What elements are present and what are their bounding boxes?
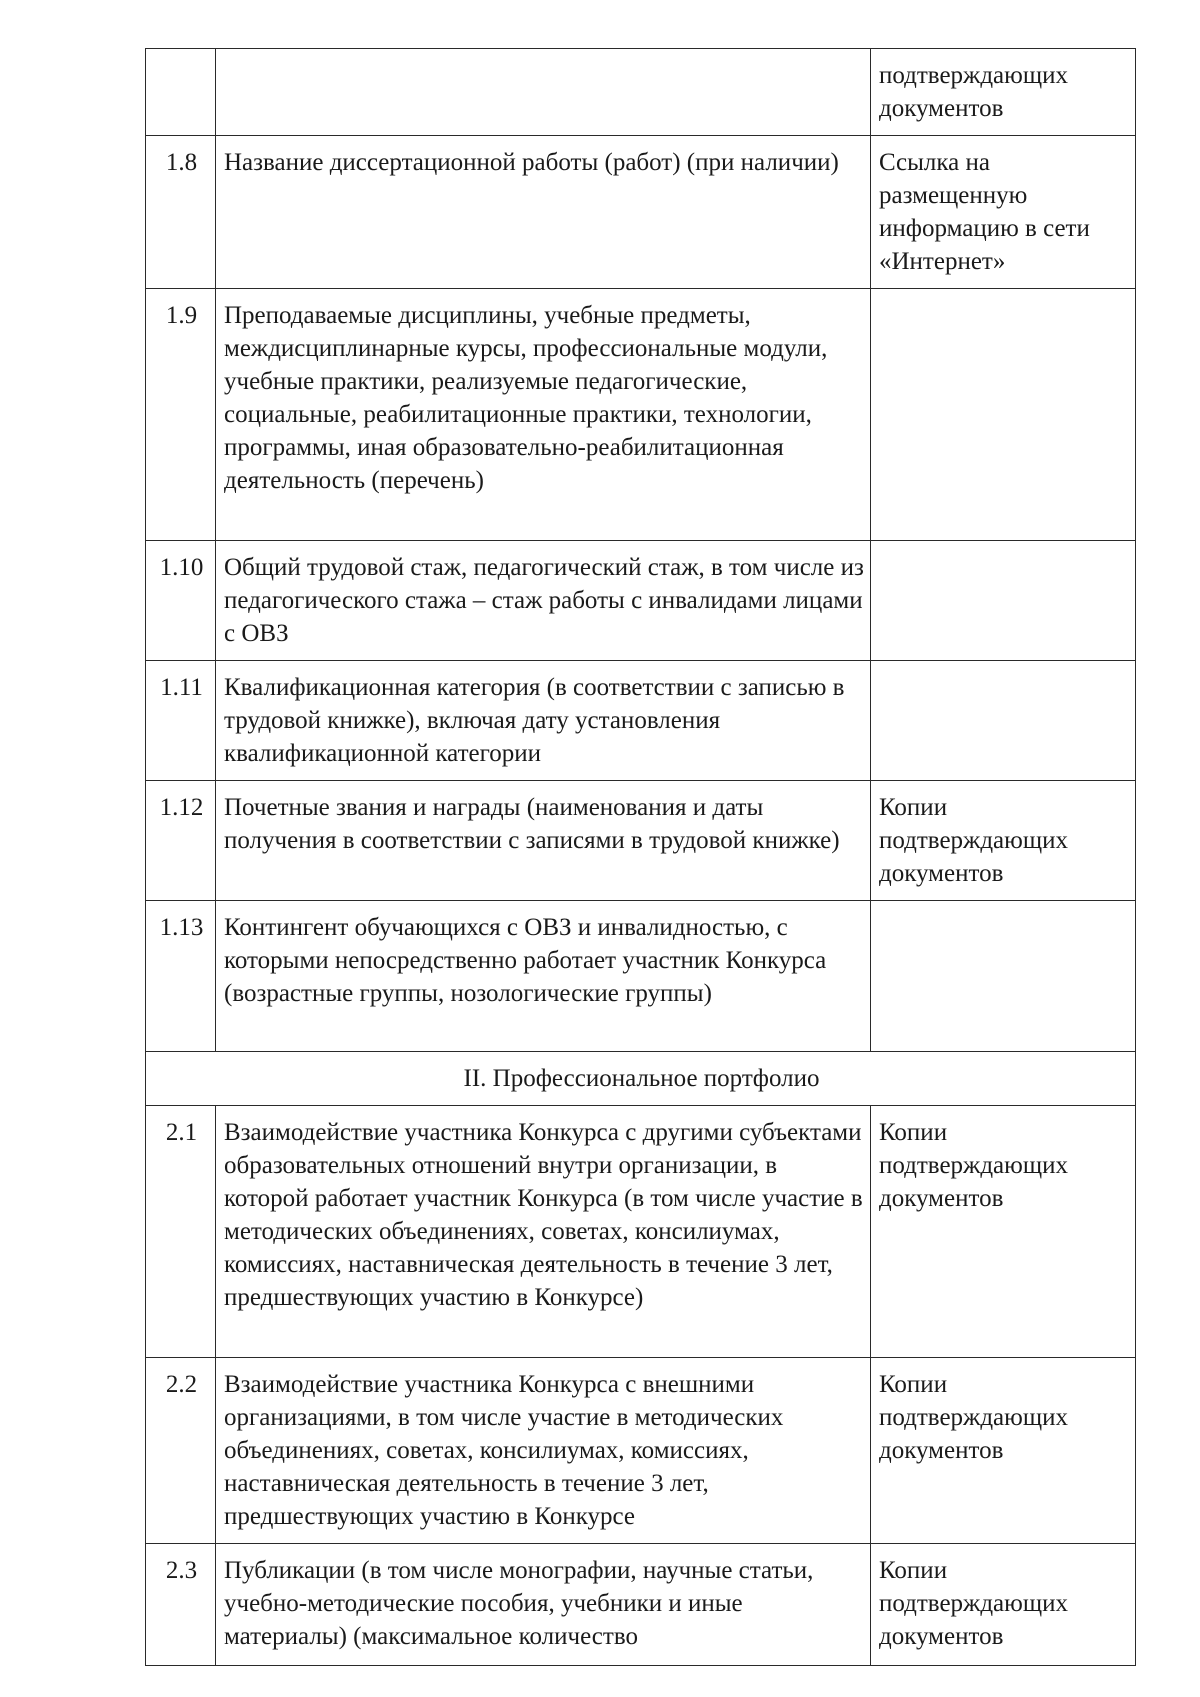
row-description: Квалификационная категория (в соответствии с записью в трудовой книжке), включая дату установления квалификационной категории <box>216 661 871 781</box>
row-number: 1.11 <box>146 661 216 781</box>
table-row <box>146 1544 1136 1666</box>
row-documents: Копии подтверждающих документов <box>871 781 1136 901</box>
table-row <box>146 289 1136 541</box>
table-row <box>146 49 1136 136</box>
table-row <box>146 1358 1136 1544</box>
row-description <box>216 49 871 136</box>
row-number: 2.1 <box>146 1106 216 1358</box>
row-documents <box>871 901 1136 1052</box>
row-description: Взаимодействие участника Конкурса с внешними организациями, в том числе участие в методических объединениях, советах, консилиумах, комиссиях, наставническая деятельность в течение 3 лет, предшествующих участию в Конкурсе <box>216 1358 871 1544</box>
row-number: 1.10 <box>146 541 216 661</box>
row-documents: Копии подтверждающих документов <box>871 1544 1136 1666</box>
row-number: 1.8 <box>146 136 216 289</box>
section-title: II. Профессиональное портфолио <box>146 1052 1136 1106</box>
row-description: Преподаваемые дисциплины, учебные предметы, междисциплинарные курсы, профессиональные модули, учебные практики, реализуемые педагогические, социальные, реабилитационные практики, технологии, программы, иная образовательно-реабилитационная деятельность (перечень) <box>216 289 871 541</box>
portfolio-table <box>145 48 1136 1666</box>
row-description: Название диссертационной работы (работ) (при наличии) <box>216 136 871 289</box>
row-description: Контингент обучающихся с ОВЗ и инвалидностью, с которыми непосредственно работает участник Конкурса (возрастные группы, нозологические группы) <box>216 901 871 1052</box>
table-row <box>146 661 1136 781</box>
row-number: 1.9 <box>146 289 216 541</box>
row-documents: Копии подтверждающих документов <box>871 1358 1136 1544</box>
row-description: Взаимодействие участника Конкурса с другими субъектами образовательных отношений внутри организации, в которой работает участник Конкурса (в том числе участие в методических объединениях, советах, консилиумах, комиссиях, наставническая деятельность в течение 3 лет, предшествующих участию в Конкурсе) <box>216 1106 871 1358</box>
row-documents <box>871 289 1136 541</box>
row-documents <box>871 541 1136 661</box>
row-documents: Ссылка на размещенную информацию в сети «Интернет» <box>871 136 1136 289</box>
row-documents: Копии подтверждающих документов <box>871 1106 1136 1358</box>
table-row <box>146 541 1136 661</box>
row-number: 2.2 <box>146 1358 216 1544</box>
row-documents: подтверждающих документов <box>871 49 1136 136</box>
row-description: Публикации (в том числе монографии, научные статьи, учебно-методические пособия, учебники и иные материалы) (максимальное количество <box>216 1544 871 1666</box>
row-number: 1.13 <box>146 901 216 1052</box>
row-description: Почетные звания и награды (наименования и даты получения в соответствии с записями в трудовой книжке) <box>216 781 871 901</box>
row-number <box>146 49 216 136</box>
table-row <box>146 136 1136 289</box>
row-number: 2.3 <box>146 1544 216 1666</box>
table-row <box>146 781 1136 901</box>
row-documents <box>871 661 1136 781</box>
section-header-row <box>146 1052 1136 1106</box>
table-row <box>146 1106 1136 1358</box>
table-row <box>146 901 1136 1052</box>
row-number: 1.12 <box>146 781 216 901</box>
row-description: Общий трудовой стаж, педагогический стаж, в том числе из педагогического стажа – стаж работы с инвалидами лицами с ОВЗ <box>216 541 871 661</box>
